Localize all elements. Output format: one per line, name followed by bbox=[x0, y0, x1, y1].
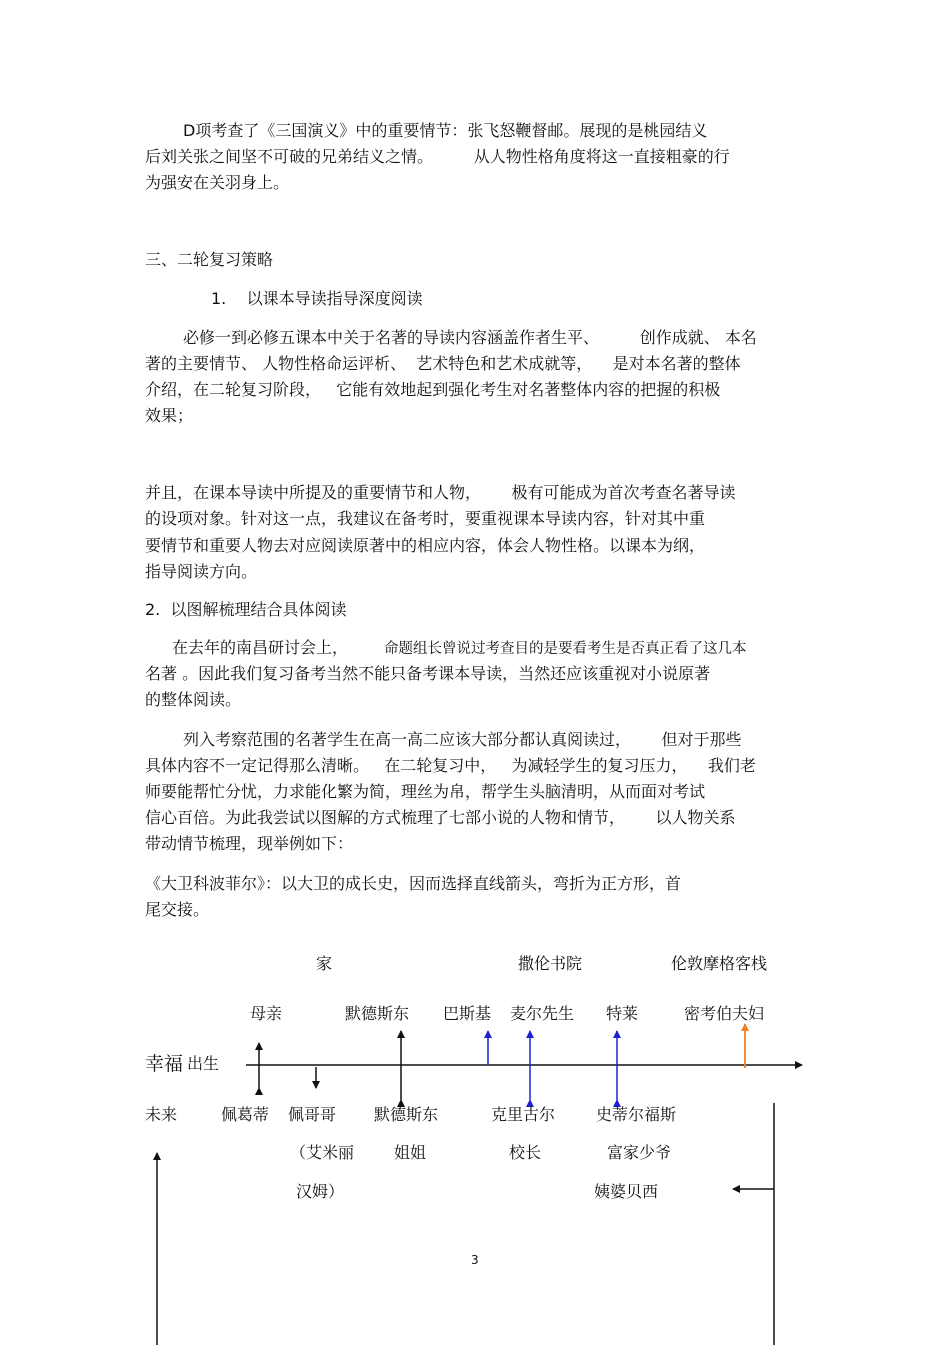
place-london-inn: 伦敦摩格客栈 bbox=[671, 954, 768, 973]
page-number: 3 bbox=[471, 1253, 479, 1267]
para2-line1: 并且，在课本导读中所提及的重要情节和人物， 极有可能成为首次考查名著导读 bbox=[145, 483, 736, 502]
para1-line2: 著的主要情节、 人物性格命运评析、 艺术特色和艺术成就等， 是对本名著的整体 bbox=[145, 354, 741, 373]
para4-line3: 师要能帮忙分忧，力求能化繁为简，理丝为帛，帮学生头脑清明，从而面对考试 bbox=[145, 782, 706, 801]
bottom-row3-ham: 汉姆） bbox=[296, 1182, 345, 1201]
place-home: 家 bbox=[316, 954, 333, 973]
start-label-birth: 出生 bbox=[187, 1054, 220, 1073]
place-salem-house: 撒伦书院 bbox=[518, 954, 583, 973]
top-person-barkis: 巴斯基 bbox=[443, 1004, 492, 1023]
para3-line1a: 在去年的南昌研讨会上， bbox=[172, 638, 349, 657]
para2-line2: 的设项对象。针对这一点，我建议在备考时，要重视课本导读内容，针对其中重 bbox=[145, 509, 706, 528]
bottom-person-steerforth: 史蒂尔福斯 bbox=[596, 1105, 677, 1124]
bottom-person-future: 未来 bbox=[145, 1105, 178, 1124]
bottom-row2-emily: （艾米丽 bbox=[290, 1143, 355, 1162]
para4-line4: 信心百倍。为此我尝试以图解的方式梳理了七部小说的人物和情节， 以人物关系 bbox=[145, 808, 736, 827]
para-d-line1: D项考查了《三国演义》中的重要情节：张飞怒鞭督邮。展现的是桃园结义 bbox=[183, 121, 708, 140]
bottom-row2-sister: 姐姐 bbox=[394, 1143, 427, 1162]
top-person-mother: 母亲 bbox=[250, 1004, 283, 1023]
bottom-row3-betsey: 姨婆贝西 bbox=[594, 1182, 659, 1201]
para2-line3: 要情节和重要人物去对应阅读原著中的相应内容，体会人物性格。以课本为纲， bbox=[145, 536, 706, 555]
top-person-mell: 麦尔先生 bbox=[510, 1004, 575, 1023]
bottom-row2-rich-young-master: 富家少爷 bbox=[607, 1143, 672, 1162]
item1-heading: 1. 以课本导读指导深度阅读 bbox=[211, 289, 423, 308]
para1-line3: 介绍，在二轮复习阶段， 它能有效地起到强化考生对名著整体内容的把握的积极 bbox=[145, 380, 721, 399]
start-label-happiness: 幸福 bbox=[145, 1053, 184, 1075]
para1-line4: 效果； bbox=[145, 406, 194, 425]
para5-line2: 尾交接。 bbox=[145, 900, 210, 919]
para3-line1b: 命题组长曾说过考查目的是要看考生是否真正看了这几本 bbox=[384, 641, 747, 657]
para2-line4: 指导阅读方向。 bbox=[145, 562, 258, 581]
para4-line1: 列入考察范围的名著学生在高一高二应该大部分都认真阅读过， 但对于那些 bbox=[183, 730, 742, 749]
bottom-person-murdstone: 默德斯东 bbox=[374, 1105, 439, 1124]
para4-line5: 带动情节梳理，现举例如下： bbox=[145, 834, 354, 853]
top-person-traddles: 特莱 bbox=[606, 1004, 639, 1023]
bottom-person-peggotty: 佩葛蒂 bbox=[221, 1105, 270, 1124]
item2-heading: 2. 以图解梳理结合具体阅读 bbox=[145, 600, 347, 619]
section-heading: 三、二轮复习策略 bbox=[145, 250, 274, 269]
para5-line1: 《大卫科波菲尔》：以大卫的成长史，因而选择直线箭头，弯折为正方形，首 bbox=[145, 874, 682, 893]
para4-line2: 具体内容不一定记得那么清晰。 在二轮复习中， 为减轻学生的复习压力， 我们老 bbox=[145, 756, 756, 775]
bottom-person-peggotty-brother: 佩哥哥 bbox=[288, 1105, 337, 1124]
para1-line1: 必修一到必修五课本中关于名著的导读内容涵盖作者生平、 创作成就、 本名 bbox=[183, 328, 757, 347]
para3-line2: 名著 。因此我们复习备考当然不能只备考课本导读，当然还应该重视对小说原著 bbox=[145, 664, 711, 683]
top-person-micawbers: 密考伯夫妇 bbox=[684, 1004, 765, 1023]
top-person-murdstone: 默德斯东 bbox=[345, 1004, 410, 1023]
para3-line3: 的整体阅读。 bbox=[145, 690, 242, 709]
bottom-person-creakle: 克里古尔 bbox=[491, 1105, 556, 1124]
para-d-line3: 为强安在关羽身上。 bbox=[145, 173, 290, 192]
bottom-row2-headmaster: 校长 bbox=[509, 1143, 542, 1162]
para-d-line2: 后刘关张之间坚不可破的兄弟结义之情。 从人物性格角度将这一直接粗豪的行 bbox=[145, 147, 730, 166]
